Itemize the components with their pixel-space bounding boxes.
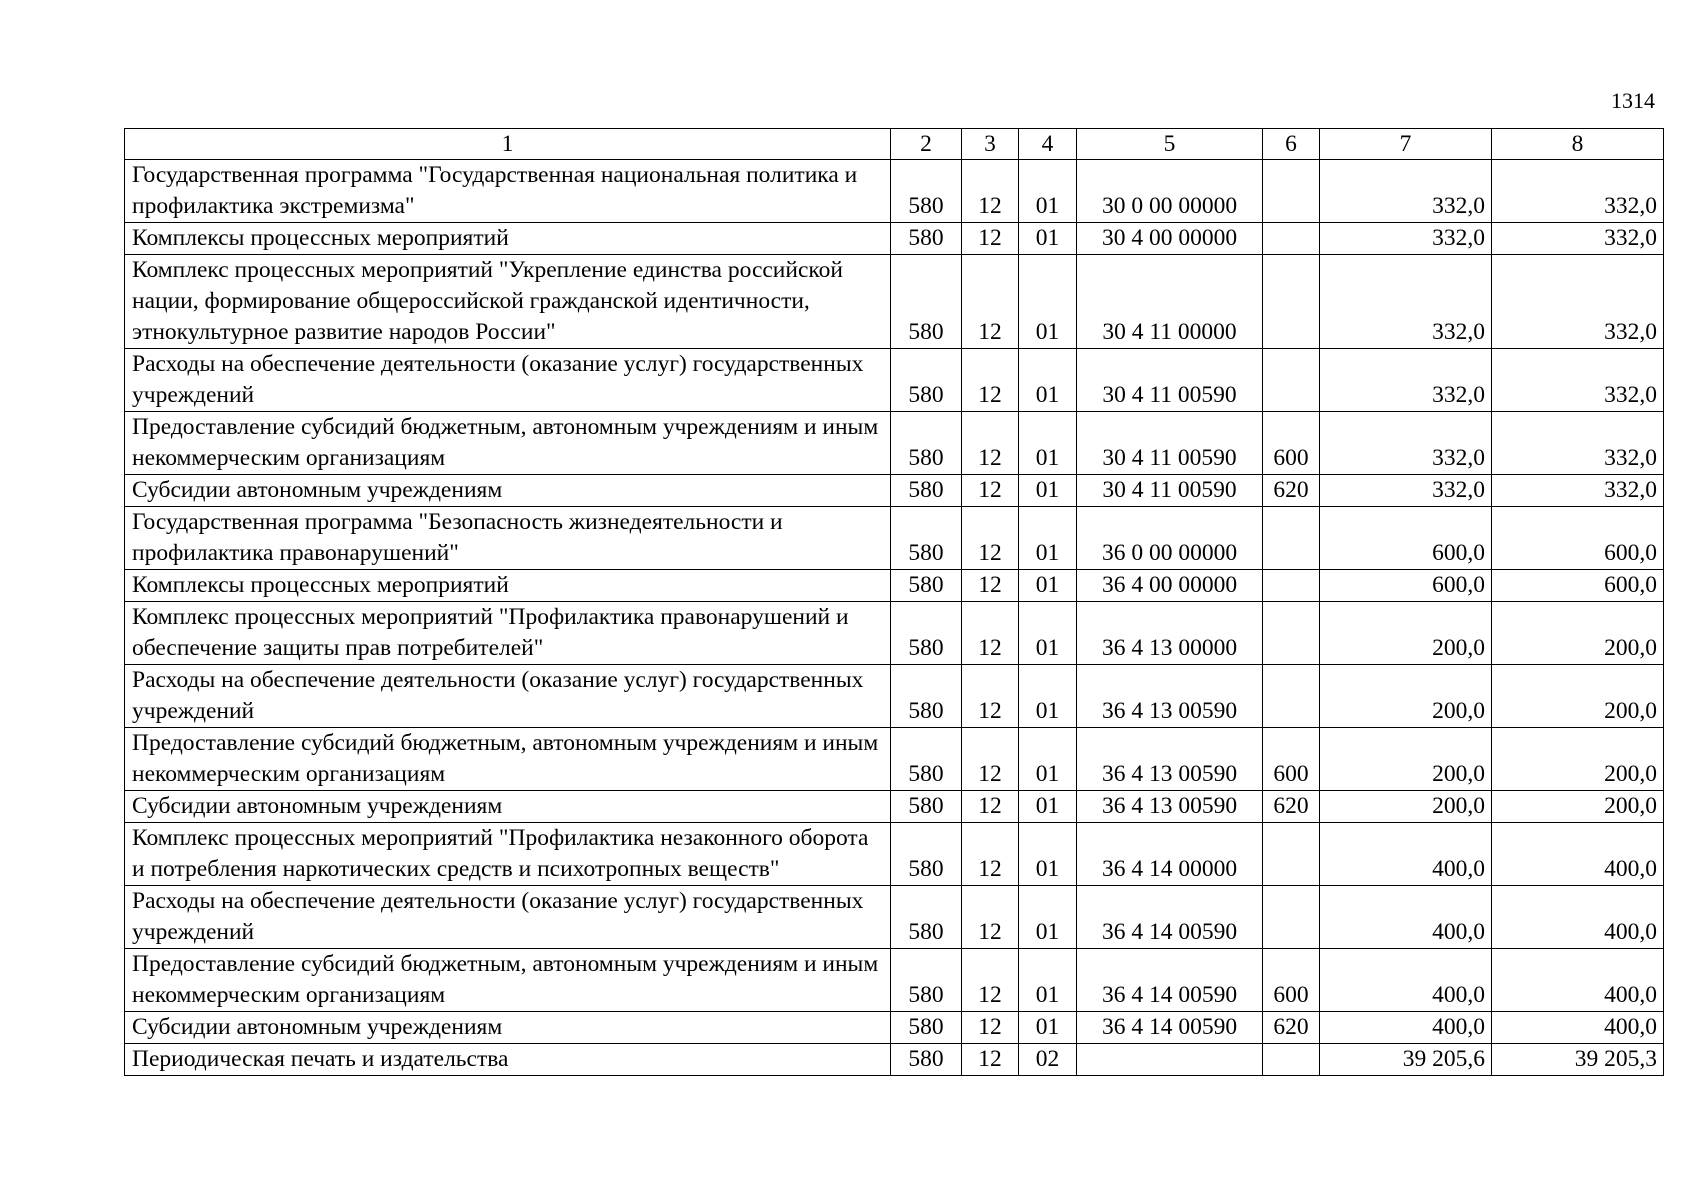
row-col6-cell bbox=[1263, 223, 1320, 255]
row-name-cell: Предоставление субсидий бюджетным, автономным учреждениям и иным некоммерческим организациям bbox=[125, 412, 891, 475]
row-col5-cell: 30 4 11 00590 bbox=[1077, 475, 1263, 507]
row-col7-cell: 200,0 bbox=[1320, 665, 1492, 728]
row-name-cell: Предоставление субсидий бюджетным, автономным учреждениям и иным некоммерческим организациям bbox=[125, 728, 891, 791]
table-row bbox=[125, 570, 1664, 602]
row-col3-cell: 12 bbox=[962, 412, 1019, 475]
row-col7-cell: 400,0 bbox=[1320, 823, 1492, 886]
table-row bbox=[125, 791, 1664, 823]
row-col4-cell: 01 bbox=[1019, 1012, 1077, 1044]
table-row bbox=[125, 349, 1664, 412]
row-col6-cell: 600 bbox=[1263, 949, 1320, 1012]
table-row bbox=[125, 255, 1664, 349]
row-col5-cell: 30 4 11 00590 bbox=[1077, 349, 1263, 412]
row-col2-cell: 580 bbox=[891, 255, 962, 349]
row-col6-cell: 620 bbox=[1263, 791, 1320, 823]
row-col8-cell: 332,0 bbox=[1492, 475, 1664, 507]
table-row bbox=[125, 223, 1664, 255]
row-col8-cell: 600,0 bbox=[1492, 570, 1664, 602]
row-col5-cell: 36 4 13 00000 bbox=[1077, 602, 1263, 665]
row-col6-cell bbox=[1263, 823, 1320, 886]
row-col7-cell: 332,0 bbox=[1320, 349, 1492, 412]
row-col3-cell: 12 bbox=[962, 602, 1019, 665]
row-col3-cell: 12 bbox=[962, 886, 1019, 949]
table-row bbox=[125, 475, 1664, 507]
row-col5-cell: 30 4 11 00590 bbox=[1077, 412, 1263, 475]
row-col5-cell: 36 4 14 00590 bbox=[1077, 886, 1263, 949]
row-col4-cell: 01 bbox=[1019, 507, 1077, 570]
row-col5-cell: 36 4 14 00590 bbox=[1077, 949, 1263, 1012]
row-col7-cell: 332,0 bbox=[1320, 412, 1492, 475]
table-row bbox=[125, 602, 1664, 665]
row-col2-cell: 580 bbox=[891, 949, 962, 1012]
row-col8-cell: 200,0 bbox=[1492, 791, 1664, 823]
table-row bbox=[125, 823, 1664, 886]
row-col3-cell: 12 bbox=[962, 570, 1019, 602]
row-name-cell: Расходы на обеспечение деятельности (оказание услуг) государственных учреждений bbox=[125, 665, 891, 728]
row-col4-cell: 01 bbox=[1019, 949, 1077, 1012]
row-col6-cell: 600 bbox=[1263, 728, 1320, 791]
row-col5-cell: 36 4 00 00000 bbox=[1077, 570, 1263, 602]
table-row bbox=[125, 949, 1664, 1012]
row-col4-cell: 01 bbox=[1019, 349, 1077, 412]
row-name-cell: Комплекс процессных мероприятий "Профилактика правонарушений и обеспечение защиты прав потребителей" bbox=[125, 602, 891, 665]
row-name-cell: Комплекс процессных мероприятий "Профилактика незаконного оборота и потребления наркотических средств и психотропных веществ" bbox=[125, 823, 891, 886]
table-row bbox=[125, 886, 1664, 949]
row-col6-cell bbox=[1263, 349, 1320, 412]
row-col3-cell: 12 bbox=[962, 1012, 1019, 1044]
row-col3-cell: 12 bbox=[962, 349, 1019, 412]
table-body bbox=[125, 129, 1664, 1076]
row-name-cell: Расходы на обеспечение деятельности (оказание услуг) государственных учреждений bbox=[125, 349, 891, 412]
header-cell: 4 bbox=[1019, 129, 1077, 160]
row-col7-cell: 200,0 bbox=[1320, 602, 1492, 665]
row-col2-cell: 580 bbox=[891, 412, 962, 475]
row-col7-cell: 332,0 bbox=[1320, 255, 1492, 349]
header-cell: 6 bbox=[1263, 129, 1320, 160]
header-cell: 3 bbox=[962, 129, 1019, 160]
row-col8-cell: 332,0 bbox=[1492, 255, 1664, 349]
row-name-cell: Расходы на обеспечение деятельности (оказание услуг) государственных учреждений bbox=[125, 886, 891, 949]
row-col8-cell: 400,0 bbox=[1492, 823, 1664, 886]
row-col7-cell: 600,0 bbox=[1320, 570, 1492, 602]
table-row bbox=[125, 1044, 1664, 1076]
row-col4-cell: 01 bbox=[1019, 570, 1077, 602]
row-col7-cell: 200,0 bbox=[1320, 728, 1492, 791]
row-col6-cell: 620 bbox=[1263, 475, 1320, 507]
row-col4-cell: 01 bbox=[1019, 665, 1077, 728]
row-col3-cell: 12 bbox=[962, 223, 1019, 255]
row-col2-cell: 580 bbox=[891, 507, 962, 570]
row-col2-cell: 580 bbox=[891, 223, 962, 255]
row-col4-cell: 01 bbox=[1019, 160, 1077, 223]
table-row bbox=[125, 160, 1664, 223]
row-col8-cell: 332,0 bbox=[1492, 349, 1664, 412]
row-col7-cell: 400,0 bbox=[1320, 886, 1492, 949]
row-col5-cell: 36 4 13 00590 bbox=[1077, 728, 1263, 791]
row-col8-cell: 332,0 bbox=[1492, 223, 1664, 255]
row-col7-cell: 400,0 bbox=[1320, 1012, 1492, 1044]
row-col7-cell: 39 205,6 bbox=[1320, 1044, 1492, 1076]
row-col2-cell: 580 bbox=[891, 475, 962, 507]
row-col2-cell: 580 bbox=[891, 1012, 962, 1044]
row-col8-cell: 39 205,3 bbox=[1492, 1044, 1664, 1076]
row-col7-cell: 600,0 bbox=[1320, 507, 1492, 570]
row-col4-cell: 01 bbox=[1019, 823, 1077, 886]
row-col4-cell: 01 bbox=[1019, 886, 1077, 949]
row-name-cell: Комплексы процессных мероприятий bbox=[125, 570, 891, 602]
row-col4-cell: 01 bbox=[1019, 602, 1077, 665]
table-header-row bbox=[125, 129, 1664, 160]
page-number: 1314 bbox=[1611, 88, 1655, 113]
row-col3-cell: 12 bbox=[962, 1044, 1019, 1076]
row-col6-cell: 600 bbox=[1263, 412, 1320, 475]
row-name-cell: Периодическая печать и издательства bbox=[125, 1044, 891, 1076]
row-col6-cell bbox=[1263, 886, 1320, 949]
row-col3-cell: 12 bbox=[962, 949, 1019, 1012]
row-col5-cell: 30 4 00 00000 bbox=[1077, 223, 1263, 255]
row-name-cell: Субсидии автономным учреждениям bbox=[125, 1012, 891, 1044]
row-col2-cell: 580 bbox=[891, 728, 962, 791]
row-col3-cell: 12 bbox=[962, 823, 1019, 886]
row-col2-cell: 580 bbox=[891, 791, 962, 823]
row-col2-cell: 580 bbox=[891, 665, 962, 728]
row-col2-cell: 580 bbox=[891, 823, 962, 886]
header-cell: 7 bbox=[1320, 129, 1492, 160]
row-col8-cell: 600,0 bbox=[1492, 507, 1664, 570]
row-col4-cell: 02 bbox=[1019, 1044, 1077, 1076]
row-col6-cell bbox=[1263, 665, 1320, 728]
row-col2-cell: 580 bbox=[891, 349, 962, 412]
budget-table bbox=[124, 128, 1664, 1076]
row-col3-cell: 12 bbox=[962, 160, 1019, 223]
row-name-cell: Комплекс процессных мероприятий "Укрепление единства российской нации, формирование общероссийской гражданской идентичности, этнокультурное развитие народов России" bbox=[125, 255, 891, 349]
row-col4-cell: 01 bbox=[1019, 791, 1077, 823]
row-col8-cell: 200,0 bbox=[1492, 728, 1664, 791]
row-col6-cell bbox=[1263, 507, 1320, 570]
row-col5-cell: 36 4 14 00000 bbox=[1077, 823, 1263, 886]
row-col7-cell: 332,0 bbox=[1320, 223, 1492, 255]
row-col7-cell: 200,0 bbox=[1320, 791, 1492, 823]
row-col5-cell bbox=[1077, 1044, 1263, 1076]
row-col8-cell: 400,0 bbox=[1492, 886, 1664, 949]
row-col8-cell: 400,0 bbox=[1492, 949, 1664, 1012]
row-col7-cell: 332,0 bbox=[1320, 160, 1492, 223]
row-name-cell: Комплексы процессных мероприятий bbox=[125, 223, 891, 255]
row-col2-cell: 580 bbox=[891, 886, 962, 949]
header-cell: 8 bbox=[1492, 129, 1664, 160]
row-col8-cell: 332,0 bbox=[1492, 160, 1664, 223]
row-col5-cell: 36 4 13 00590 bbox=[1077, 791, 1263, 823]
row-col5-cell: 36 4 13 00590 bbox=[1077, 665, 1263, 728]
row-col4-cell: 01 bbox=[1019, 223, 1077, 255]
row-col8-cell: 200,0 bbox=[1492, 665, 1664, 728]
row-col6-cell bbox=[1263, 255, 1320, 349]
row-col2-cell: 580 bbox=[891, 570, 962, 602]
row-col8-cell: 332,0 bbox=[1492, 412, 1664, 475]
row-col7-cell: 400,0 bbox=[1320, 949, 1492, 1012]
row-col5-cell: 36 0 00 00000 bbox=[1077, 507, 1263, 570]
row-col3-cell: 12 bbox=[962, 791, 1019, 823]
row-col6-cell bbox=[1263, 602, 1320, 665]
row-col2-cell: 580 bbox=[891, 160, 962, 223]
row-col5-cell: 30 4 11 00000 bbox=[1077, 255, 1263, 349]
table-row bbox=[125, 507, 1664, 570]
header-cell: 1 bbox=[125, 129, 891, 160]
row-col6-cell: 620 bbox=[1263, 1012, 1320, 1044]
row-col6-cell bbox=[1263, 160, 1320, 223]
row-col6-cell bbox=[1263, 570, 1320, 602]
row-col8-cell: 200,0 bbox=[1492, 602, 1664, 665]
row-col4-cell: 01 bbox=[1019, 255, 1077, 349]
row-col6-cell bbox=[1263, 1044, 1320, 1076]
row-col4-cell: 01 bbox=[1019, 475, 1077, 507]
table-row bbox=[125, 1012, 1664, 1044]
row-col4-cell: 01 bbox=[1019, 728, 1077, 791]
row-name-cell: Государственная программа "Государственная национальная политика и профилактика экстремизма" bbox=[125, 160, 891, 223]
table-row bbox=[125, 665, 1664, 728]
row-col3-cell: 12 bbox=[962, 665, 1019, 728]
header-cell: 5 bbox=[1077, 129, 1263, 160]
row-name-cell: Государственная программа "Безопасность жизнедеятельности и профилактика правонарушений" bbox=[125, 507, 891, 570]
row-col4-cell: 01 bbox=[1019, 412, 1077, 475]
row-col8-cell: 400,0 bbox=[1492, 1012, 1664, 1044]
row-col3-cell: 12 bbox=[962, 507, 1019, 570]
row-name-cell: Субсидии автономным учреждениям bbox=[125, 791, 891, 823]
row-col7-cell: 332,0 bbox=[1320, 475, 1492, 507]
row-col2-cell: 580 bbox=[891, 602, 962, 665]
header-cell: 2 bbox=[891, 129, 962, 160]
row-name-cell: Субсидии автономным учреждениям bbox=[125, 475, 891, 507]
row-col2-cell: 580 bbox=[891, 1044, 962, 1076]
table-row bbox=[125, 728, 1664, 791]
row-name-cell: Предоставление субсидий бюджетным, автономным учреждениям и иным некоммерческим организациям bbox=[125, 949, 891, 1012]
table-row bbox=[125, 412, 1664, 475]
row-col5-cell: 30 0 00 00000 bbox=[1077, 160, 1263, 223]
row-col5-cell: 36 4 14 00590 bbox=[1077, 1012, 1263, 1044]
row-col3-cell: 12 bbox=[962, 475, 1019, 507]
row-col3-cell: 12 bbox=[962, 255, 1019, 349]
row-col3-cell: 12 bbox=[962, 728, 1019, 791]
